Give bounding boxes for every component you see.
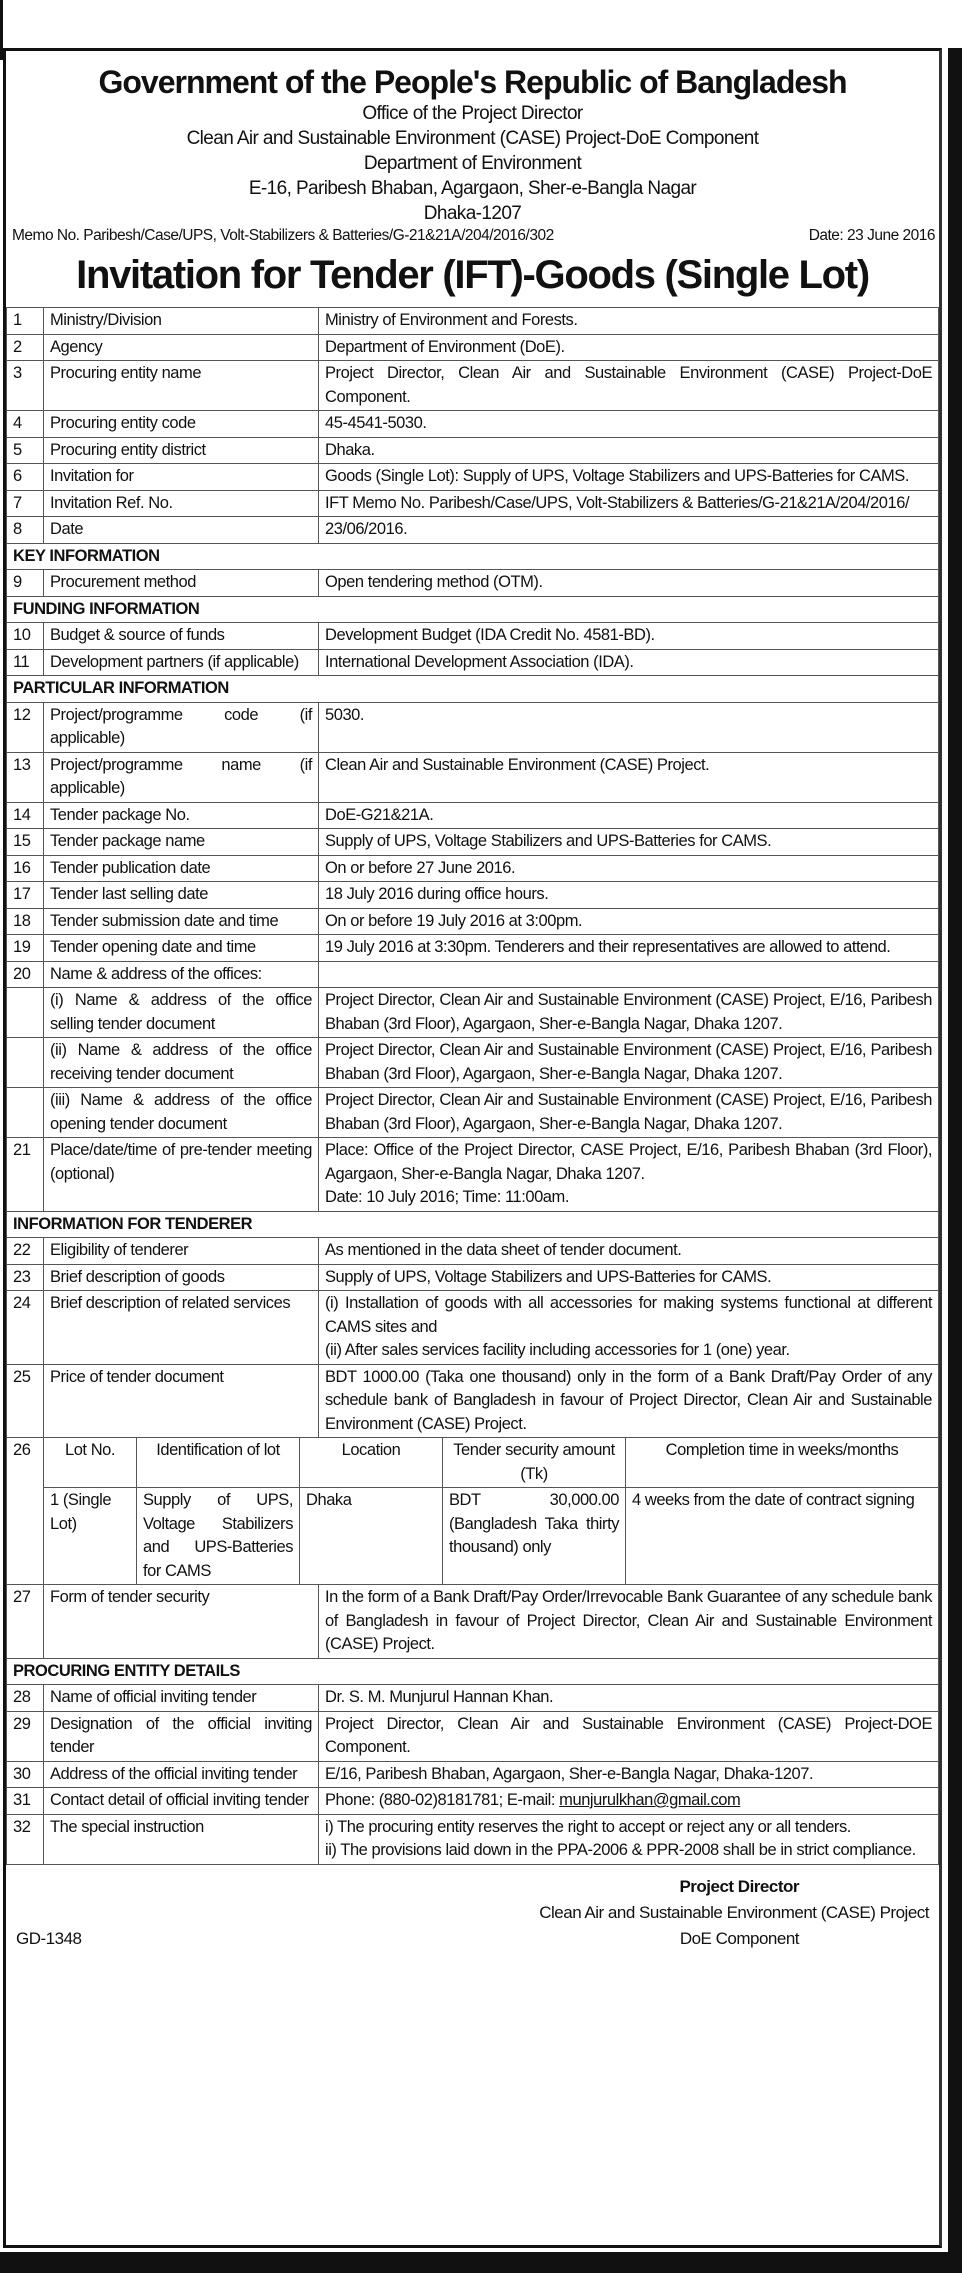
table-row (7, 517, 939, 544)
row-number: 13 (7, 752, 44, 802)
row-value (319, 1788, 939, 1815)
row-label: Brief description of goods (44, 1264, 319, 1291)
lot-table-cell (44, 1438, 939, 1585)
row-value (319, 988, 939, 1038)
value-text: On or before 19 July 2016 at 3:00pm. (325, 911, 583, 930)
row-number: 3 (7, 361, 44, 411)
row-number (7, 988, 44, 1038)
row-value (319, 464, 939, 491)
row-value (319, 961, 939, 988)
value-text: Supply of UPS, Voltage Stabilizers and UPS-Batteries for CAMS. (325, 1267, 772, 1286)
table-row (7, 988, 939, 1038)
value-text: Dhaka. (325, 440, 375, 459)
row-label: Date (44, 517, 319, 544)
value-text: 19 July 2016 at 3:30pm. Tenderers and their representatives are allowed to attend. (325, 938, 891, 956)
value-text: 5030. (325, 705, 365, 724)
table-row (7, 702, 939, 752)
value-text: Clean Air and Sustainable Environment (CASE) Project. (325, 755, 710, 774)
row-label: Tender submission date and time (44, 908, 319, 935)
row-number: 4 (7, 411, 44, 438)
row-number: 29 (7, 1711, 44, 1761)
table-row (7, 361, 939, 411)
table-row (7, 411, 939, 438)
row-label: The special instruction (44, 1814, 319, 1864)
row-label: Invitation Ref. No. (44, 490, 319, 517)
value-text: 18 July 2016 during office hours. (325, 885, 549, 903)
row-number: 19 (7, 935, 44, 962)
row-label: Tender package name (44, 829, 319, 856)
table-row (7, 1761, 939, 1788)
department-name: Department of Environment (363, 153, 582, 174)
table-row (7, 1685, 939, 1712)
signatory-title: Project Director (679, 1876, 799, 1896)
project-name: Clean Air and Sustainable Environment (CASE) Project-DoE Component (186, 128, 759, 149)
row-label: Tender publication date (44, 855, 319, 882)
row-number: 11 (7, 649, 44, 676)
row-number: 7 (7, 490, 44, 517)
row-label: Ministry/Division (44, 308, 319, 335)
table-row (7, 1138, 939, 1212)
letterhead (6, 63, 939, 226)
row-value (319, 490, 939, 517)
row-label: (iii) Name & address of the office opening tender document (44, 1088, 319, 1138)
value-text: Goods (Single Lot): Supply of UPS, Voltage Stabilizers and UPS-Batteries for CAMS. (325, 467, 909, 485)
value-text-2: Date: 10 July 2016; Time: 11:00am. (325, 1188, 569, 1206)
table-row (7, 1088, 939, 1138)
scan-border (948, 48, 962, 2273)
row-label: Procuring entity name (44, 361, 319, 411)
row-number: 9 (7, 570, 44, 597)
row-label: Tender package No. (44, 802, 319, 829)
lot-header: Completion time in weeks/months (626, 1438, 939, 1488)
value-text: On or before 27 June 2016. (325, 858, 516, 877)
row-value (319, 1814, 939, 1864)
row-number: 17 (7, 882, 44, 909)
row-number: 31 (7, 1788, 44, 1815)
value-text: BDT 1000.00 (Taka one thousand) only in the form of a Bank Draft/Pay Order of any schedule bank of Bangladesh in favour of Project Director, Clean Air and Sustainable Environment (CASE) Project. (325, 1367, 932, 1433)
row-number: 22 (7, 1238, 44, 1265)
memo-number: Memo No. Paribesh/Case/UPS, Volt-Stabilizers & Batteries/G-21&21A/204/2016/302 (12, 227, 554, 244)
row-value (319, 1585, 939, 1659)
row-value (319, 649, 939, 676)
row-value (319, 908, 939, 935)
signatory-project: Clean Air and Sustainable Environment (CASE) Project (539, 1902, 929, 1922)
table-row (7, 1788, 939, 1815)
row-label: Contact detail of official inviting tender (44, 1788, 319, 1815)
row-value (319, 411, 939, 438)
row-value (319, 1238, 939, 1265)
row-label: Name of official inviting tender (44, 1685, 319, 1712)
row-number: 5 (7, 437, 44, 464)
table-row (7, 882, 939, 909)
lot-header: Location (300, 1438, 443, 1488)
value-text: Project Director, Clean Air and Sustainable Environment (CASE) Project, E/16, Paribesh Bhaban (3rd Floor), Agargaon, Sher-e-Bangla Nagar, Dhaka 1207. (325, 1041, 932, 1083)
row-label: Form of tender security (44, 1585, 319, 1659)
table-row (7, 802, 939, 829)
row-number: 32 (7, 1814, 44, 1864)
row-label: Price of tender document (44, 1364, 319, 1438)
row-value (319, 802, 939, 829)
row-value (319, 361, 939, 411)
row-label: Procurement method (44, 570, 319, 597)
table-row (7, 855, 939, 882)
lot-value-row (44, 1488, 938, 1585)
value-text: Project Director, Clean Air and Sustainable Environment (CASE) Project, E/16, Paribesh Bhaban (3rd Floor), Agargaon, Sher-e-Bangla Nagar, Dhaka 1207. (325, 991, 932, 1033)
row-number: 10 (7, 623, 44, 650)
row-label: Tender last selling date (44, 882, 319, 909)
row-number: 30 (7, 1761, 44, 1788)
value-text: Project Director, Clean Air and Sustainable Environment (CASE) Project, E/16, Paribesh Bhaban (3rd Floor), Agargaon, Sher-e-Bangla Nagar, Dhaka 1207. (325, 1091, 932, 1133)
row-label: Procuring entity code (44, 411, 319, 438)
value-text: E/16, Paribesh Bhaban, Agargaon, Sher-e-Bangla Nagar, Dhaka-1207. (325, 1764, 814, 1783)
value-text: International Development Association (IDA). (325, 652, 634, 671)
notice-title: Invitation for Tender (IFT)-Goods (Single Lot) (76, 253, 869, 297)
row-value (319, 1364, 939, 1438)
lot-header: Identification of lot (137, 1438, 300, 1488)
row-number: 26 (7, 1438, 44, 1585)
table-row (7, 1438, 939, 1585)
table-row (7, 1814, 939, 1864)
lot-value: Dhaka (300, 1488, 443, 1585)
row-number: 28 (7, 1685, 44, 1712)
row-number: 23 (7, 1264, 44, 1291)
row-value (319, 855, 939, 882)
gd-code: GD-1348 (16, 1928, 82, 1948)
row-value (319, 702, 939, 752)
row-number: 8 (7, 517, 44, 544)
table-row (7, 1264, 939, 1291)
row-number: 20 (7, 961, 44, 988)
email-link[interactable]: munjurulkhan@gmail.com (559, 1791, 741, 1809)
table-row (7, 908, 939, 935)
row-number (7, 1088, 44, 1138)
row-label: (i) Name & address of the office selling tender document (44, 988, 319, 1038)
tender-table (6, 307, 939, 1865)
section-row (7, 1211, 939, 1238)
row-number: 27 (7, 1585, 44, 1659)
table-row (7, 1038, 939, 1088)
table-row (7, 334, 939, 361)
row-value (319, 1711, 939, 1761)
row-value (319, 1761, 939, 1788)
row-value (319, 1685, 939, 1712)
value-text: DoE-G21&21A. (325, 805, 434, 824)
row-label: Address of the official inviting tender (44, 1761, 319, 1788)
value-text: Phone: (880-02)8181781; E-mail: (325, 1791, 560, 1809)
table-row (7, 752, 939, 802)
row-label: Designation of the official inviting tender (44, 1711, 319, 1761)
row-value (319, 570, 939, 597)
value-text: (i) Installation of goods with all accessories for making systems functional at different CAMS sites and (325, 1294, 932, 1336)
lot-table (44, 1438, 938, 1584)
section-row (7, 676, 939, 703)
value-text: Place: Office of the Project Director, CASE Project, E/16, Paribesh Bhaban (3rd Floor), Agargaon, Sher-e-Bangla Nagar, Dhaka 1207. (325, 1141, 932, 1183)
row-number: 16 (7, 855, 44, 882)
row-label: (ii) Name & address of the office receiving tender document (44, 1038, 319, 1088)
section-row (7, 596, 939, 623)
lot-header: Lot No. (44, 1438, 137, 1488)
tender-notice (3, 48, 942, 2248)
scan-border-bottom (0, 2252, 962, 2273)
row-number: 2 (7, 334, 44, 361)
row-value (319, 752, 939, 802)
section-heading: PROCURING ENTITY DETAILS (7, 1658, 939, 1685)
row-value (319, 334, 939, 361)
row-value (319, 1291, 939, 1365)
value-text: Project Director, Clean Air and Sustainable Environment (CASE) Project-DoE Component. (325, 364, 932, 406)
table-row (7, 935, 939, 962)
row-number: 12 (7, 702, 44, 752)
government-name: Government of the People's Republic of Bangladesh (98, 64, 847, 100)
table-row (7, 1585, 939, 1659)
value-text: Department of Environment (DoE). (325, 337, 565, 356)
value-text: Ministry of Environment and Forests. (325, 311, 578, 329)
row-number: 15 (7, 829, 44, 856)
row-label: Project/programme name (if applicable) (44, 752, 319, 802)
row-number: 14 (7, 802, 44, 829)
row-number (7, 1038, 44, 1088)
row-value (319, 1088, 939, 1138)
row-number: 21 (7, 1138, 44, 1212)
lot-header-row (44, 1438, 938, 1488)
row-value (319, 623, 939, 650)
section-heading: PARTICULAR INFORMATION (7, 676, 939, 703)
section-row (7, 1658, 939, 1685)
value-text: In the form of a Bank Draft/Pay Order/Irrevocable Bank Guarantee of any schedule bank of Bangladesh in favour of Project Director, Clean Air and Sustainable Environment (CASE) Project. (325, 1588, 932, 1653)
table-row (7, 961, 939, 988)
office-address: E-16, Paribesh Bhaban, Agargaon, Sher-e-Bangla Nagar (248, 178, 697, 199)
row-label: Project/programme code (if applicable) (44, 702, 319, 752)
value-text: IFT Memo No. Paribesh/Case/UPS, Volt-Stabilizers & Batteries/G-21&21A/204/2016/ (325, 493, 910, 512)
table-row (7, 464, 939, 491)
lot-value: BDT 30,000.00 (Bangladesh Taka thirty thousand) only (443, 1488, 626, 1585)
table-row (7, 490, 939, 517)
row-value (319, 517, 939, 544)
row-label: Budget & source of funds (44, 623, 319, 650)
value-text: Project Director, Clean Air and Sustainable Environment (CASE) Project-DOE Component. (325, 1714, 932, 1756)
office-city: Dhaka-1207 (423, 203, 522, 224)
value-text: Open tendering method (OTM). (325, 573, 543, 591)
row-value (319, 882, 939, 909)
row-number: 18 (7, 908, 44, 935)
lot-value: 1 (Single Lot) (44, 1488, 137, 1585)
row-label: Agency (44, 334, 319, 361)
table-row (7, 1364, 939, 1438)
row-label: Invitation for (44, 464, 319, 491)
table-row (7, 308, 939, 335)
row-label: Brief description of related services (44, 1291, 319, 1365)
lot-header: Tender security amount (Tk) (443, 1438, 626, 1488)
signature-block (6, 1865, 939, 1955)
value-text: 23/06/2016. (325, 520, 408, 538)
office-name: Office of the Project Director (362, 103, 583, 124)
table-row (7, 1711, 939, 1761)
section-row (7, 543, 939, 570)
table-row (7, 829, 939, 856)
lot-value: Supply of UPS, Voltage Stabilizers and UPS-Batteries for CAMS (137, 1488, 300, 1585)
value-text: Development Budget (IDA Credit No. 4581-BD). (325, 626, 655, 644)
value-text: 45-4541-5030. (325, 414, 427, 432)
value-text: Dr. S. M. Munjurul Hannan Khan. (325, 1688, 554, 1706)
row-value (319, 308, 939, 335)
row-label: Eligibility of tenderer (44, 1238, 319, 1265)
section-heading: FUNDING INFORMATION (7, 596, 939, 623)
value-text-2: (ii) After sales services facility including accessories for 1 (one) year. (325, 1341, 790, 1359)
row-label: Place/date/time of pre-tender meeting (optional) (44, 1138, 319, 1212)
value-text-2: ii) The provisions laid down in the PPA-2006 & PPR-2008 shall be in strict compliance. (325, 1841, 916, 1859)
table-row (7, 623, 939, 650)
table-row (7, 649, 939, 676)
row-label: Development partners (if applicable) (44, 649, 319, 676)
memo-line (6, 227, 939, 245)
row-number: 25 (7, 1364, 44, 1438)
row-label: Tender opening date and time (44, 935, 319, 962)
table-row (7, 1238, 939, 1265)
row-value (319, 935, 939, 962)
row-value (319, 1264, 939, 1291)
signatory-component: DoE Component (679, 1928, 799, 1948)
section-heading: KEY INFORMATION (7, 543, 939, 570)
row-number: 6 (7, 464, 44, 491)
value-text: i) The procuring entity reserves the right to accept or reject any or all tenders. (325, 1817, 851, 1836)
lot-value: 4 weeks from the date of contract signing (626, 1488, 939, 1585)
row-number: 1 (7, 308, 44, 335)
row-number: 24 (7, 1291, 44, 1365)
row-value (319, 1138, 939, 1212)
table-row (7, 570, 939, 597)
row-value (319, 437, 939, 464)
section-heading: INFORMATION FOR TENDERER (7, 1211, 939, 1238)
row-value (319, 829, 939, 856)
table-row (7, 1291, 939, 1365)
row-label: Name & address of the offices: (44, 961, 319, 988)
value-text: As mentioned in the data sheet of tender document. (325, 1241, 682, 1259)
row-value (319, 1038, 939, 1088)
value-text: Supply of UPS, Voltage Stabilizers and UPS-Batteries for CAMS. (325, 832, 772, 850)
table-row (7, 437, 939, 464)
memo-date: Date: 23 June 2016 (808, 227, 935, 244)
row-label: Procuring entity district (44, 437, 319, 464)
